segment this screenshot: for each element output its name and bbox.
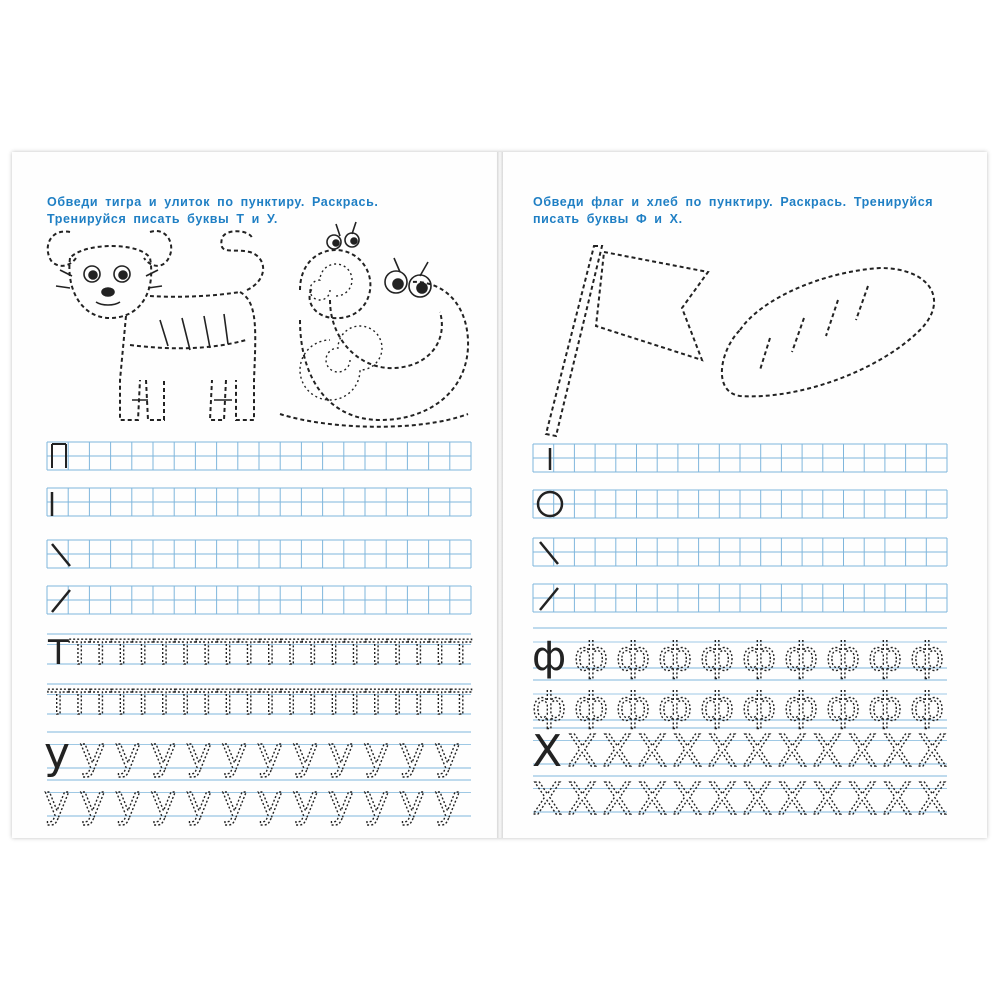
letter-te-trace: Т — [69, 633, 90, 673]
letter-te-trace: Т — [175, 633, 196, 673]
letter-u-trace: у — [328, 776, 355, 827]
letter-te-trace: Т — [175, 683, 196, 723]
letter-te-trace: Т — [90, 683, 112, 723]
letter-te-trace: Т — [302, 633, 324, 673]
letter-u-trace: у — [186, 728, 213, 779]
letter-ef-trace: ф — [700, 634, 735, 680]
right-practice-grid-1 — [533, 444, 947, 472]
letter-te-trace: Т — [196, 633, 218, 673]
flag-illustration — [546, 246, 708, 436]
letter-te-trace: Т — [344, 633, 366, 673]
letter-kha-trace: Х — [882, 726, 913, 777]
right-instruction-line1: Обведи флаг и хлеб по пунктиру. Раскрась. Тренируйся — [533, 195, 934, 209]
letter-ef-trace: ф — [742, 634, 777, 680]
letter-kha-trace: Х — [602, 774, 633, 825]
right-practice-grid-2 — [533, 490, 947, 518]
letter-kha-trace: Х — [532, 726, 563, 777]
letter-ef-trace: ф — [910, 684, 945, 730]
letter-te-trace: Т — [196, 683, 218, 723]
left-instruction-line2: Тренируйся писать буквы Т и У. — [47, 212, 278, 226]
letter-te-trace: Т — [154, 683, 175, 723]
letter-te-trace: Т — [69, 683, 90, 723]
letter-kha-trace: Х — [812, 726, 843, 777]
letter-te-trace: Т — [48, 683, 69, 723]
letter-u-trace: у — [150, 776, 177, 827]
letter-te-trace: Т — [344, 683, 366, 723]
letter-kha-trace: Х — [567, 774, 598, 825]
letter-kha-trace: Х — [707, 726, 738, 777]
letter-u-trace: у — [434, 728, 461, 779]
letter-ef-trace: ф — [532, 634, 567, 680]
letter-ef-trace: ф — [742, 684, 777, 730]
letter-ef-trace: ф — [826, 684, 861, 730]
letter-te-trace: Т — [154, 633, 175, 673]
letter-kha-trace: Х — [742, 774, 773, 825]
letter-te-trace: Т — [111, 633, 133, 673]
letter-u-trace: у — [115, 728, 142, 779]
letter-u-trace: у — [434, 776, 461, 827]
bread-illustration — [722, 268, 934, 396]
stroke-guide-diagonal-right — [540, 542, 558, 564]
letter-kha-trace: Х — [777, 726, 808, 777]
letter-ef-trace: ф — [658, 634, 693, 680]
letter-te-trace: Т — [48, 633, 69, 673]
letter-u-trace: у — [44, 776, 71, 827]
letter-te-trace: Т — [387, 633, 408, 673]
letter-te-trace: Т — [260, 683, 281, 723]
left-practice-grid-3 — [47, 540, 471, 568]
letter-te-trace: Т — [90, 633, 112, 673]
letter-u-trace: у — [150, 728, 177, 779]
letter-te-trace: Т — [323, 683, 345, 723]
letter-ef-trace: ф — [868, 684, 903, 730]
letter-kha-trace: Х — [812, 774, 843, 825]
letter-te-trace: Т — [238, 683, 260, 723]
letter-u-trace: у — [292, 728, 319, 779]
letter-te-trace: Т — [132, 683, 154, 723]
letter-u-trace: у — [221, 728, 248, 779]
letter-ef-trace: ф — [910, 634, 945, 680]
letter-ef-trace: ф — [616, 634, 651, 680]
stroke-guide-diagonal-back-right — [540, 588, 558, 610]
letter-kha-trace: Х — [742, 726, 773, 777]
letter-ef-trace: ф — [616, 684, 651, 730]
right-practice-grid-4 — [533, 584, 947, 612]
letter-u-trace: у — [257, 728, 284, 779]
left-practice-grid-1 — [47, 442, 471, 470]
letter-kha-trace: Х — [882, 774, 913, 825]
letter-te-trace: Т — [217, 683, 239, 723]
letter-u-trace: у — [363, 776, 390, 827]
letter-kha-trace: Х — [637, 726, 668, 777]
letter-te-trace: Т — [366, 683, 387, 723]
snail-eyes — [327, 222, 431, 297]
letter-u-trace: у — [363, 728, 390, 779]
letter-kha-trace: Х — [777, 774, 808, 825]
letter-kha-trace: Х — [637, 774, 668, 825]
letter-te-trace: Т — [429, 633, 451, 673]
letter-ef-trace: ф — [574, 684, 609, 730]
letter-u-trace: у — [44, 728, 71, 779]
letter-te-trace: Т — [238, 633, 260, 673]
letter-kha-trace: Х — [532, 774, 563, 825]
letter-ef-trace: ф — [784, 684, 819, 730]
letter-te-trace: Т — [366, 633, 387, 673]
letter-ef-trace: ф — [700, 684, 735, 730]
letter-te-trace: Т — [281, 633, 302, 673]
letter-u-trace: у — [186, 776, 213, 827]
snails-illustration — [280, 250, 468, 427]
stroke-guide-diagonal — [52, 544, 70, 566]
left-practice-grid-2 — [47, 488, 471, 516]
letter-kha-trace: Х — [567, 726, 598, 777]
letter-te-trace: Т — [429, 683, 451, 723]
letter-ef-trace: ф — [868, 634, 903, 680]
letter-ef-trace: ф — [574, 634, 609, 680]
letter-te-trace: Т — [132, 633, 154, 673]
letter-ef-trace: ф — [658, 684, 693, 730]
letter-kha-trace: Х — [917, 774, 948, 825]
letter-kha-trace: Х — [672, 774, 703, 825]
letter-te-trace: Т — [111, 683, 133, 723]
letter-ef-trace: ф — [784, 634, 819, 680]
letter-kha-trace: Х — [847, 726, 878, 777]
left-instruction-line1: Обведи тигра и улиток по пунктиру. Раскрась. — [47, 195, 379, 209]
letter-kha-trace: Х — [707, 774, 738, 825]
letter-te-trace: Т — [302, 683, 324, 723]
letter-te-trace: Т — [408, 633, 430, 673]
letter-ef-trace: ф — [826, 634, 861, 680]
letter-kha-trace: Х — [917, 726, 948, 777]
letter-u-trace: у — [399, 776, 426, 827]
tiger-illustration — [48, 231, 263, 420]
letter-u-trace: у — [79, 728, 106, 779]
tiger-face-details — [56, 266, 232, 400]
letter-te-trace: Т — [323, 633, 345, 673]
letter-u-trace: у — [115, 776, 142, 827]
letter-te-trace: Т — [408, 683, 430, 723]
letter-ef-trace: ф — [532, 684, 567, 730]
left-practice-grid-4 — [47, 586, 471, 614]
letter-te-trace: Т — [450, 683, 472, 723]
right-practice-grid-3 — [533, 538, 947, 566]
letter-kha-trace: Х — [847, 774, 878, 825]
letter-u-trace: у — [257, 776, 284, 827]
stroke-guide-diagonal-back — [52, 590, 70, 612]
letter-te-trace: Т — [281, 683, 302, 723]
letter-u-trace: у — [79, 776, 106, 827]
letter-u-trace: у — [399, 728, 426, 779]
letter-te-trace: Т — [217, 633, 239, 673]
letter-u-trace: у — [328, 728, 355, 779]
letter-te-trace: Т — [387, 683, 408, 723]
letter-te-trace: Т — [450, 633, 472, 673]
letter-kha-trace: Х — [672, 726, 703, 777]
letter-kha-trace: Х — [602, 726, 633, 777]
letter-te-trace: Т — [260, 633, 281, 673]
letter-u-trace: у — [221, 776, 248, 827]
letter-u-trace: у — [292, 776, 319, 827]
right-instruction-line2: писать буквы Ф и Х. — [533, 212, 683, 226]
